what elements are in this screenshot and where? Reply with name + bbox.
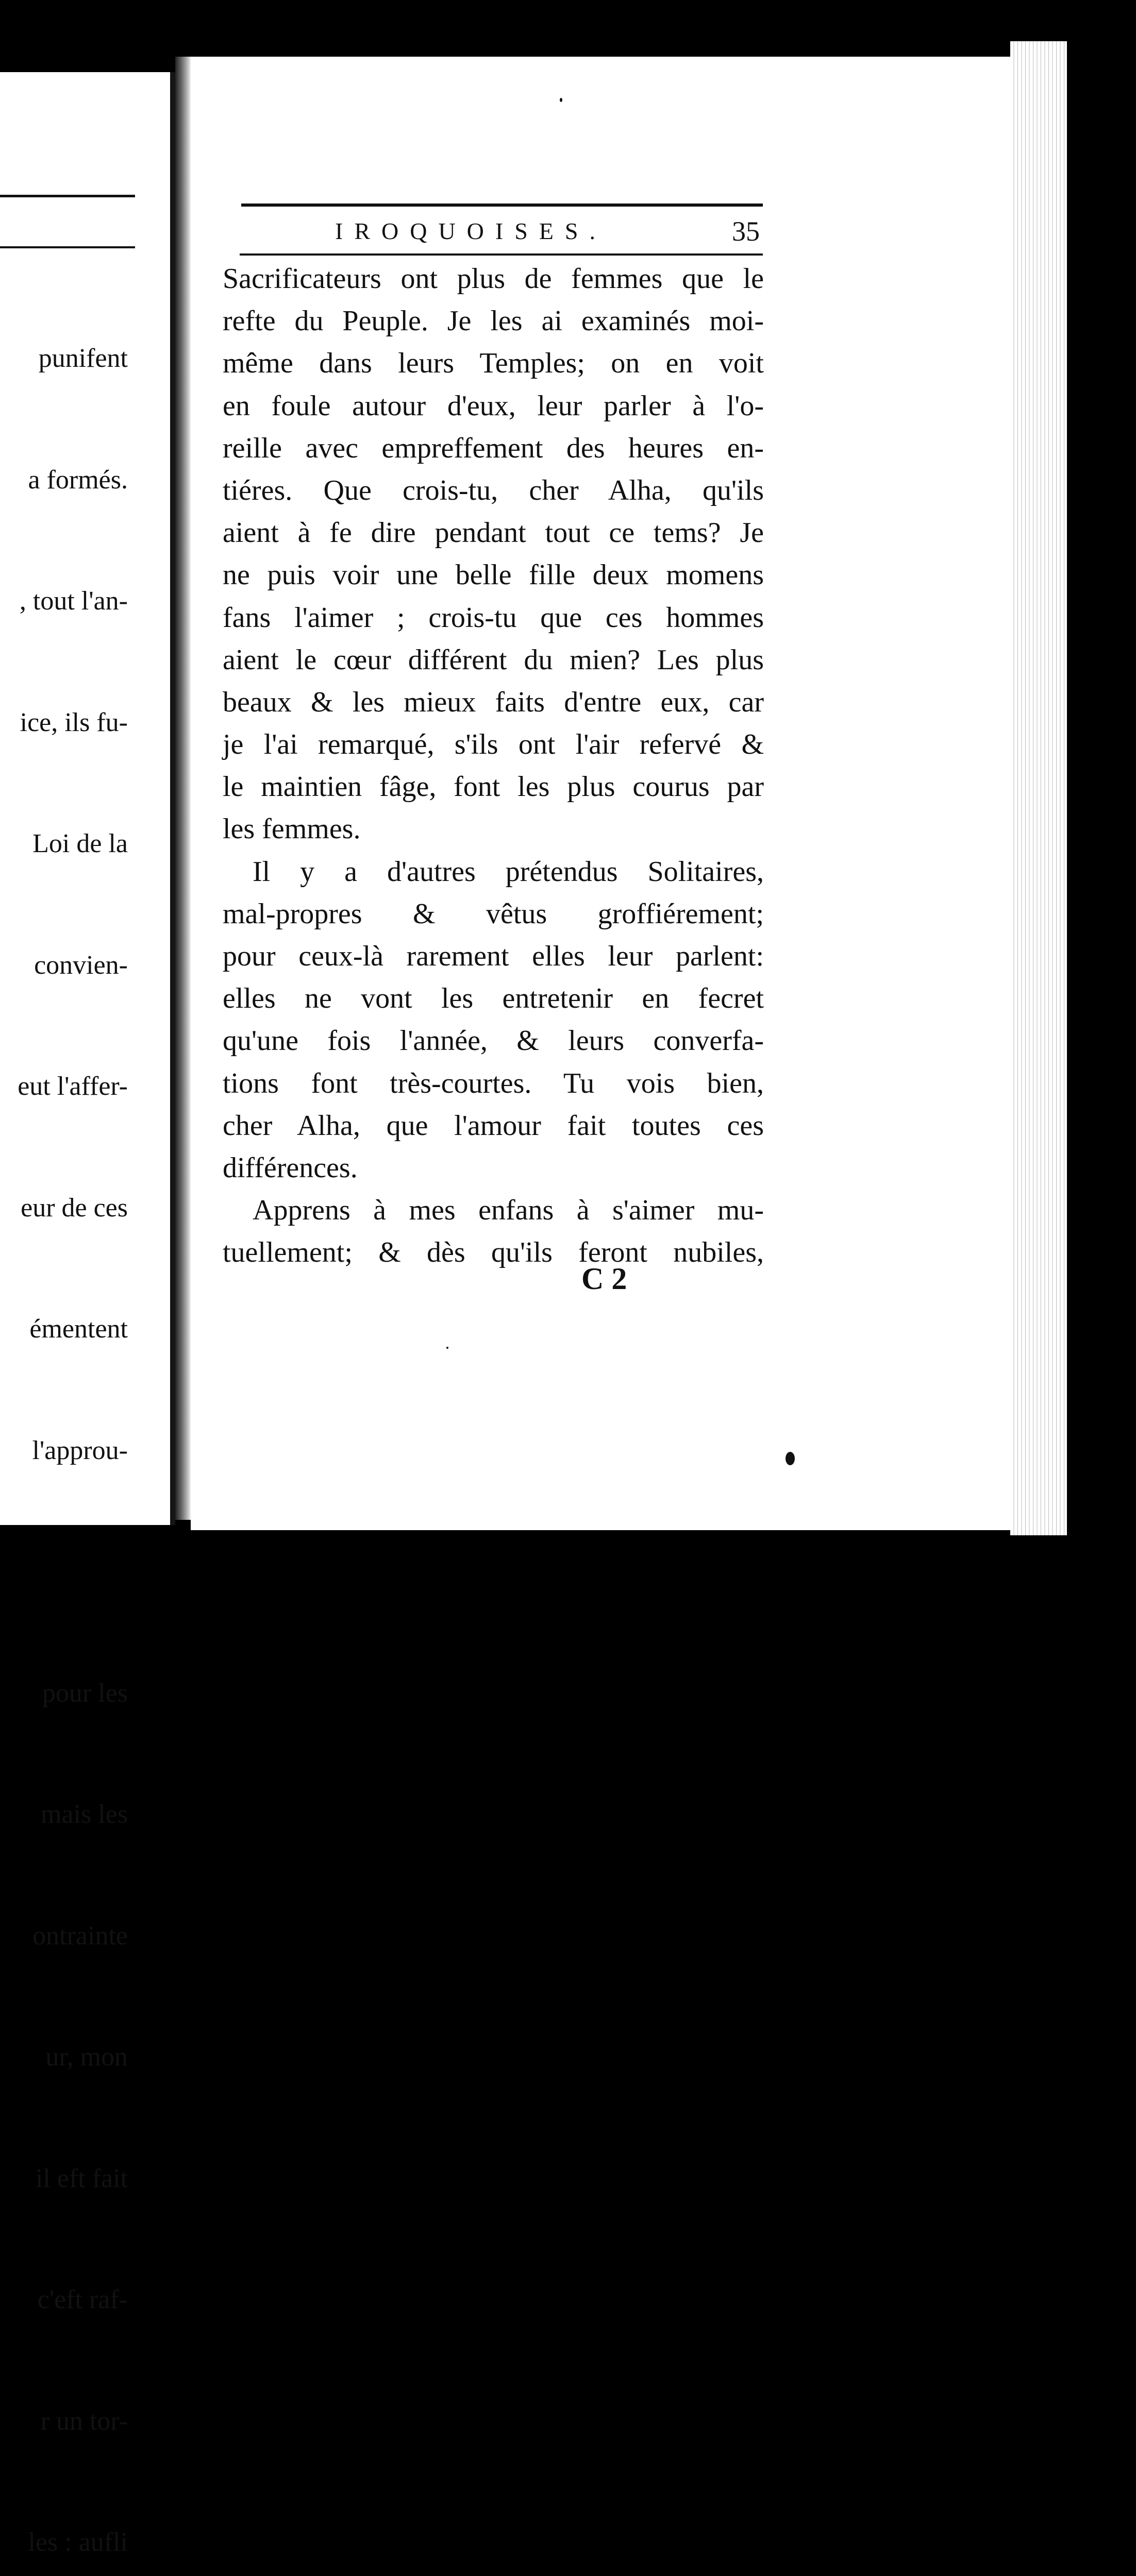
- left-line: [0, 1552, 128, 1592]
- text-line: mal-propres & vêtus groffiérement;: [223, 897, 764, 930]
- left-page-text: [0, 258, 128, 2576]
- left-line: mais les: [41, 1800, 128, 1829]
- text-line: en foule autour d'eux, leur parler à l'o-: [223, 389, 764, 422]
- text-line: qu'une fois l'année, & leurs converfa-: [223, 1025, 764, 1057]
- text-line: refte du Peuple. Je les ai examinés moi-: [223, 305, 764, 337]
- text-line: même dans leurs Temples; on en voit: [223, 347, 764, 380]
- text-line: tuellement; & dès qu'ils feront nubiles,: [223, 1236, 764, 1269]
- running-title: IROQUOISES.: [335, 218, 607, 244]
- text-line: pour ceux-là rarement elles leur parlent:: [223, 940, 764, 972]
- left-line: pour les: [42, 1678, 128, 1708]
- left-line: punifent: [38, 344, 128, 373]
- signature-mark: C 2: [581, 1262, 627, 1296]
- text-line: le maintien fâge, font les plus courus par: [223, 771, 764, 803]
- ink-speck: [560, 98, 562, 102]
- text-line: beaux & les mieux faits d'entre eux, car: [223, 686, 764, 718]
- left-line: l'approu-: [32, 1435, 128, 1465]
- left-line: il eft fait: [35, 2163, 128, 2193]
- text-line: tions font très-courtes. Tu vois bien,: [223, 1067, 764, 1099]
- page-number: 35: [732, 216, 760, 247]
- left-line: ontrainte: [32, 1921, 128, 1951]
- left-line: les : aufli: [28, 2528, 128, 2557]
- left-line: émentent: [29, 1314, 128, 1344]
- ink-speck: [786, 1452, 795, 1465]
- text-line: différences.: [223, 1151, 358, 1184]
- left-line: ice, ils fu-: [20, 707, 128, 737]
- text-line: je l'ai remarqué, s'ils ont l'air refervé &: [223, 728, 764, 761]
- text-line: elles ne vont les entretenir en fecret: [223, 982, 764, 1015]
- left-line: eur de ces: [21, 1193, 128, 1223]
- scan-border: [1067, 41, 1136, 1535]
- left-line: , tout l'an-: [19, 586, 128, 616]
- left-line: a formés.: [28, 465, 128, 495]
- text-line: les femmes.: [223, 813, 361, 845]
- text-line: aient à fe dire pendant tout ce tems? Je: [223, 517, 764, 549]
- left-header-rule-bottom: [0, 246, 135, 248]
- ink-speck: [446, 1347, 448, 1349]
- text-line: reille avec empreffement des heures en-: [223, 432, 764, 464]
- left-header-rule: [0, 195, 135, 197]
- page-edges: [1010, 41, 1067, 1535]
- text-line: Il y a d'autres prétendus Solitaires,: [253, 855, 764, 888]
- left-page: [0, 72, 175, 2557]
- text-line: cher Alha, que l'amour fait toutes ces: [223, 1109, 764, 1142]
- left-line: Loi de la: [32, 829, 128, 858]
- book-gutter: [175, 57, 191, 1520]
- left-line: r un tor-: [40, 2406, 128, 2436]
- text-line: aient le cœur différent du mien? Les plus: [223, 643, 764, 676]
- header-rule-bottom: [240, 253, 763, 256]
- left-line: ur, mon: [45, 2042, 128, 2072]
- text-line: ne puis voir une belle fille deux momens: [223, 559, 764, 591]
- text-line: Apprens à mes enfans à s'aimer mu-: [253, 1194, 764, 1227]
- left-line: eut l'affer-: [18, 1072, 128, 1101]
- left-line: convien-: [34, 950, 128, 980]
- body-text: [223, 258, 764, 1274]
- left-line: c'eft raf-: [37, 2285, 128, 2314]
- text-line: fans l'aimer ; crois-tu que ces hommes: [223, 601, 764, 634]
- text-line: Sacrificateurs ont plus de femmes que le: [223, 263, 764, 295]
- text-line: tiéres. Que crois-tu, cher Alha, qu'ils: [223, 474, 764, 506]
- header-rule-top: [241, 204, 763, 207]
